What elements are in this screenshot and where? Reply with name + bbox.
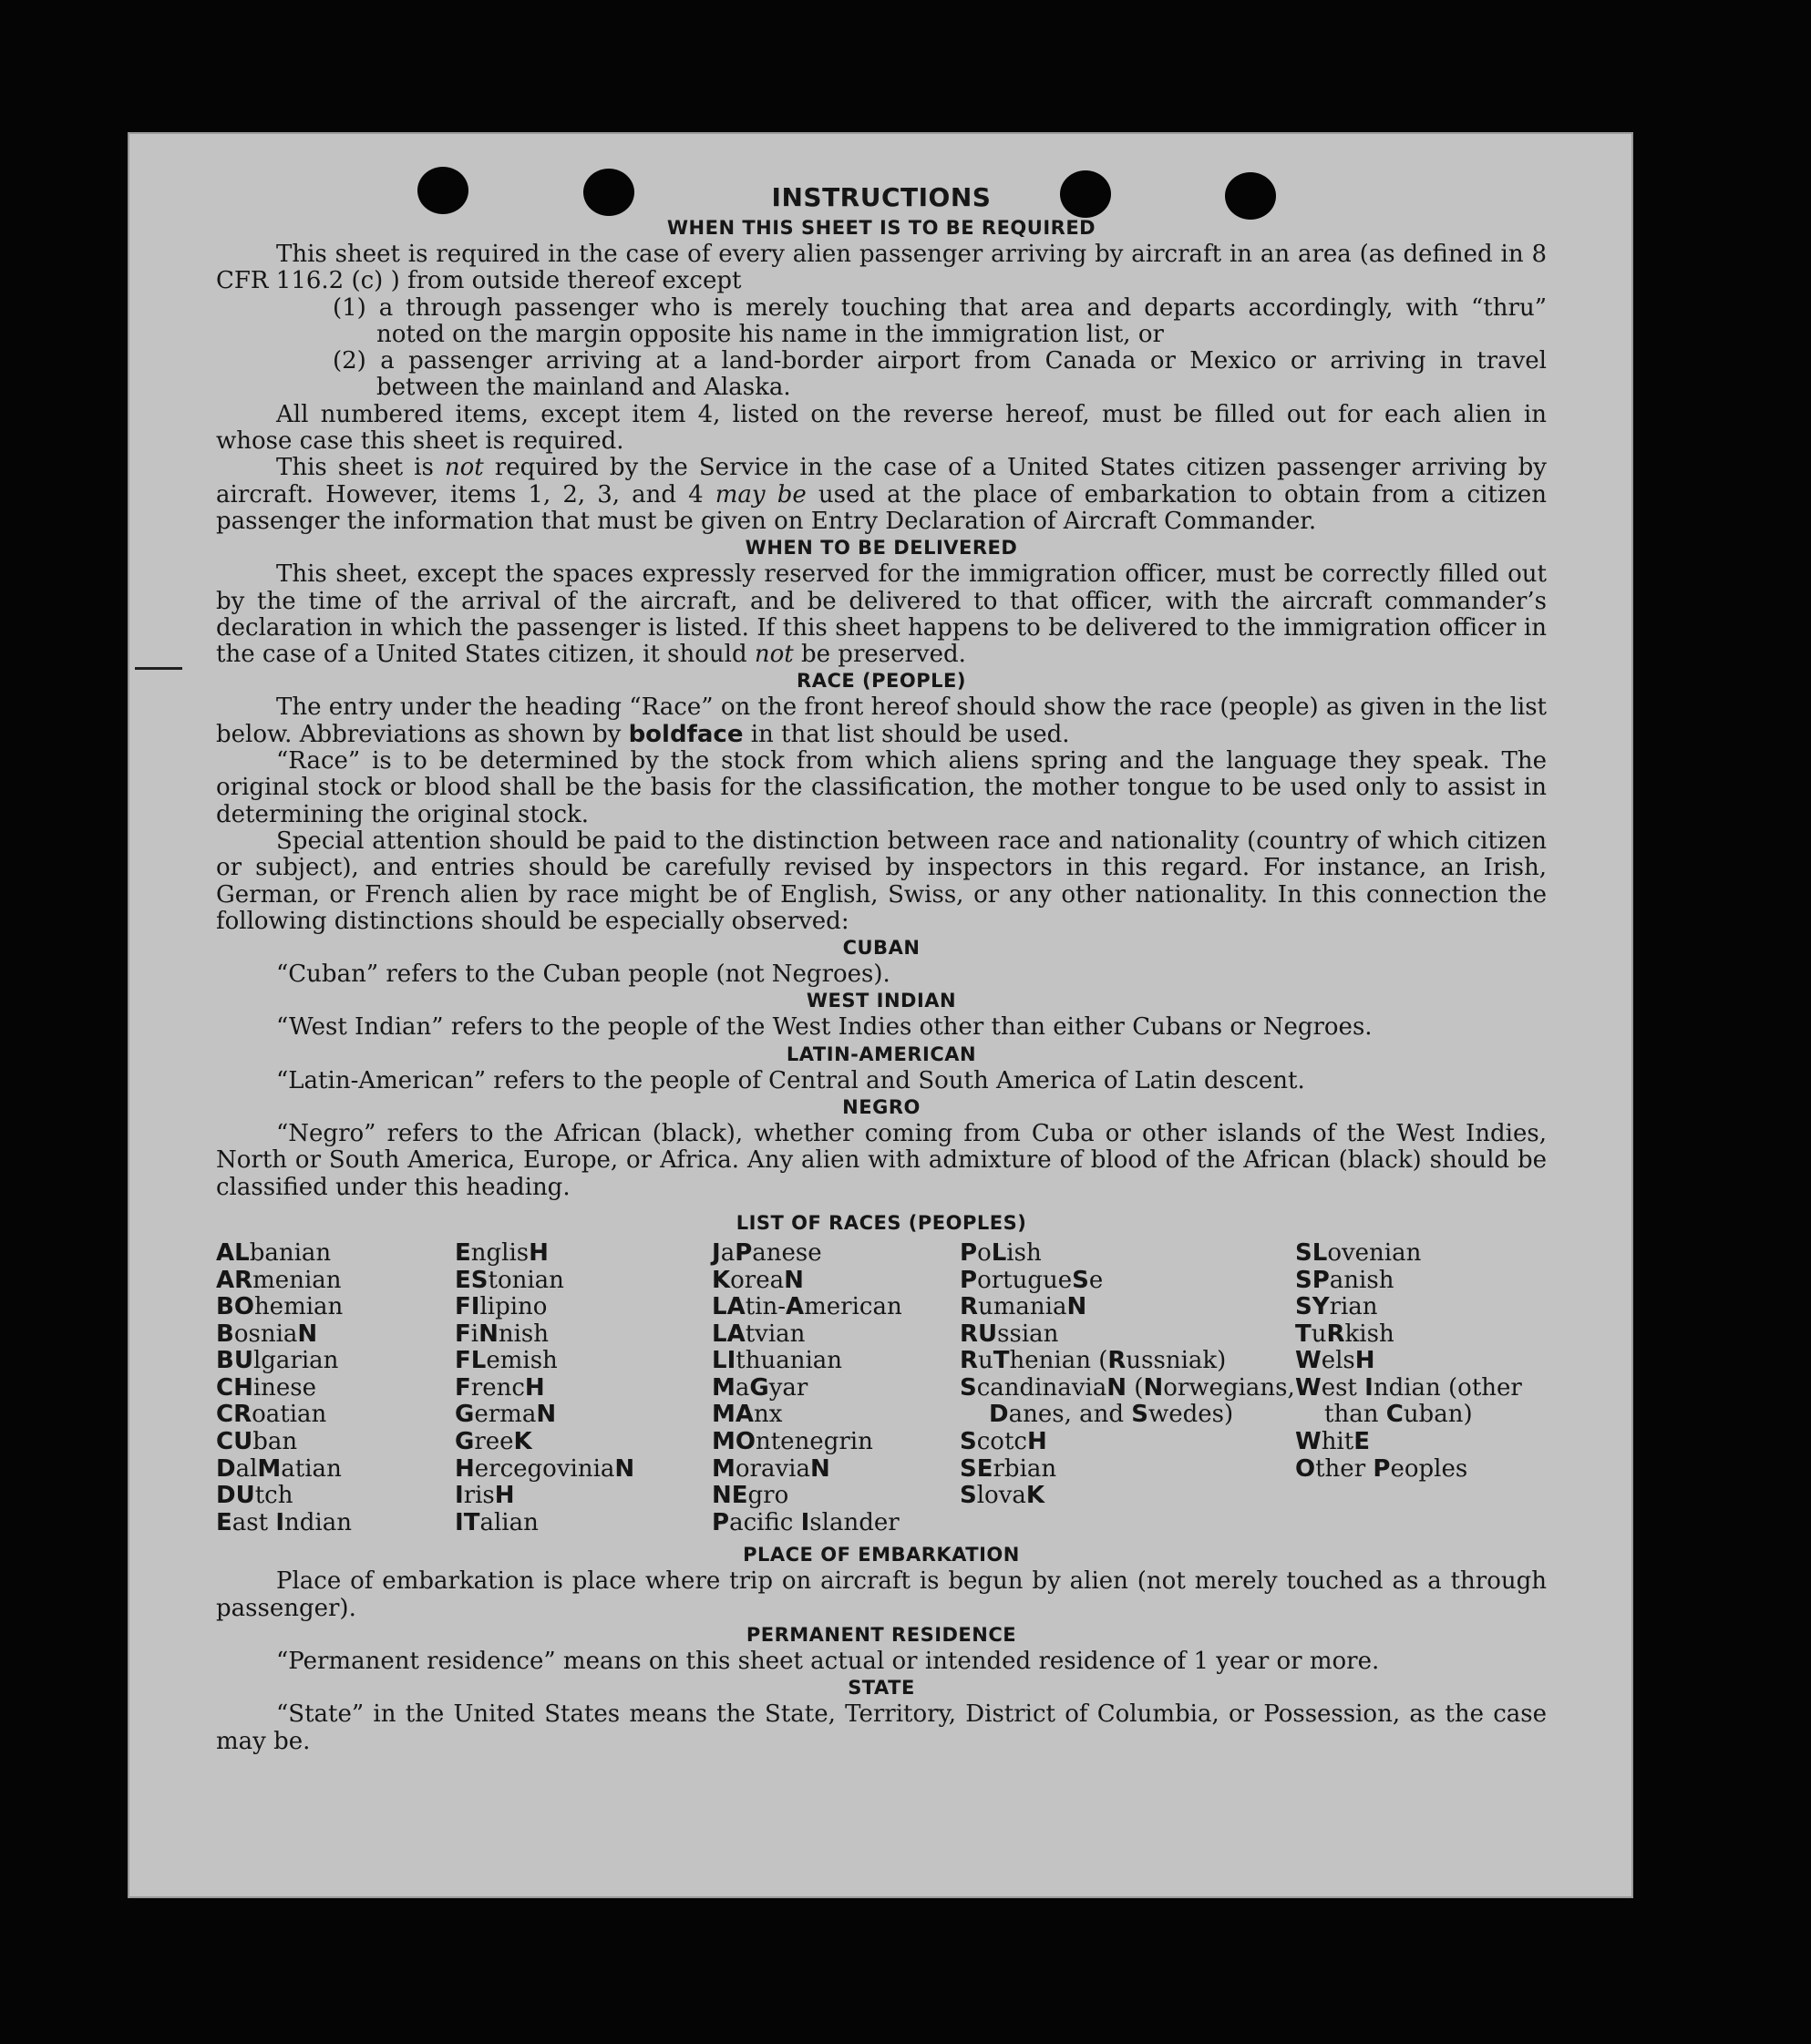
- text-span: in that list should be used.: [743, 720, 1070, 748]
- definition-text: “Negro” refers to the African (black), whether coming from Cuba or other islands of the West Indies, North or South America, Europe, or Africa. Any alien with admixture of blood of the African (black) should be classified under this heading.: [216, 1120, 1547, 1201]
- race-item: WelsH: [1295, 1347, 1375, 1375]
- race-item: PortugueSe: [960, 1266, 1104, 1294]
- race-item: CRoatian: [216, 1401, 327, 1429]
- race-item: West Indian (other than Cuban): [1295, 1373, 1522, 1429]
- race-item: RuThenian (Russniak): [960, 1347, 1227, 1375]
- margin-mark: [135, 667, 182, 670]
- definition-text: “West Indian” refers to the people of the West Indies other than either Cubans or Negroes.: [276, 1013, 1373, 1042]
- heading-cuban: CUBAN: [842, 937, 921, 960]
- race-item: ALbanian: [216, 1238, 332, 1267]
- race-item: SPanish: [1295, 1266, 1394, 1294]
- document-body: [216, 182, 1547, 1755]
- races-column: [712, 1240, 960, 1537]
- page-title: INSTRUCTIONS: [771, 182, 992, 212]
- race-item: MaGyar: [712, 1373, 808, 1402]
- heading-required: WHEN THIS SHEET IS TO BE REQUIRED: [666, 217, 1096, 239]
- heading-list-of-races: LIST OF RACES (PEOPLES): [736, 1211, 1027, 1234]
- race-item: JaPanese: [712, 1238, 822, 1267]
- race-item: EStonian: [455, 1266, 564, 1294]
- race-item: FrencH: [455, 1373, 545, 1402]
- race-item: Pacific Islander: [712, 1508, 900, 1536]
- condition-item: (2) a passenger arriving at a land-border airport from Canada or Mexico or arriving in travel between the mainland and Alaska.: [333, 347, 1547, 402]
- definition-text: “Cuban” refers to the Cuban people (not Negroes).: [276, 960, 890, 989]
- heading-state: STATE: [848, 1677, 915, 1700]
- italic-text: not: [444, 454, 484, 482]
- race-item: SErbian: [960, 1454, 1057, 1483]
- condition-item: (1) a through passenger who is merely touching that area and departs accordingly, with “thru” noted on the margin opposite his name in the immigration list, or: [333, 293, 1547, 348]
- race-item: GreeK: [455, 1428, 532, 1456]
- race-item: FLemish: [455, 1347, 558, 1375]
- race-item: HercegoviniaN: [455, 1454, 635, 1483]
- race-item: PoLish: [960, 1238, 1042, 1267]
- race-item: RUssian: [960, 1320, 1059, 1348]
- race-item: NEgro: [712, 1482, 789, 1510]
- race-item: SlovaK: [960, 1482, 1045, 1510]
- race-item: IrisH: [455, 1482, 515, 1510]
- definition-text: “Latin-American” refers to the people of Central and South America of Latin descent.: [276, 1066, 1305, 1094]
- race-item: ITalian: [455, 1508, 539, 1536]
- text-span: used at the place of embarkation to obtain from a citizen passenger the information that must be given on Entry Declaration of Aircraft Commander.: [216, 480, 1548, 535]
- paragraph: Special attention should be paid to the distinction between race and nationality (country of which citizen or subject), and entries should be carefully revised by inspectors in this regard. For instance, an Irish, German, or French alien by race might be of English, Swiss, or any other nationality. In this connection the following distinctions should be especially observed:: [216, 827, 1547, 935]
- heading-west-indian: WEST INDIAN: [806, 990, 957, 1012]
- race-item: East Indian: [216, 1508, 352, 1536]
- race-item: LAtvian: [712, 1320, 806, 1348]
- race-item: MAnx: [712, 1401, 783, 1429]
- race-item: MoraviaN: [712, 1454, 830, 1483]
- race-item: BOhemian: [216, 1293, 344, 1321]
- race-item: Other Peoples: [1295, 1454, 1468, 1483]
- heading-permanent-residence: PERMANENT RESIDENCE: [746, 1624, 1017, 1647]
- race-item: DalMatian: [216, 1454, 342, 1483]
- document-sheet: [128, 132, 1633, 1898]
- race-item: BUlgarian: [216, 1347, 339, 1375]
- race-item: LIthuanian: [712, 1347, 843, 1375]
- races-column: [455, 1240, 712, 1537]
- race-item: RumaniaN: [960, 1293, 1087, 1321]
- paragraph: Place of embarkation is place where trip on aircraft is begun by alien (not merely touched as a through passenger).: [216, 1567, 1547, 1622]
- race-item: LAtin-American: [712, 1293, 902, 1321]
- race-item: CHinese: [216, 1373, 317, 1402]
- text-span: This sheet, except the spaces expressly reserved for the immigration officer, must be correctly filled out by the time of the arrival of the aircraft, and be delivered to that officer, with the aircraft commander’s declaration in which the passenger is listed. If this sheet happens to be delivered to the immigration officer in the case of a United States citizen, it should: [216, 560, 1547, 669]
- race-item: ARmenian: [216, 1266, 342, 1294]
- paragraph: “Permanent residence” means on this sheet actual or intended residence of 1 year or more.: [276, 1648, 1380, 1676]
- race-item: FiNnish: [455, 1320, 550, 1348]
- text-span: The entry under the heading “Race” on the front hereof should show the race (people) as given in the list below. Abbreviations as shown by: [216, 693, 1547, 748]
- paragraph: [216, 694, 1547, 748]
- text-span: This sheet is: [276, 454, 445, 482]
- race-item: WhitE: [1295, 1428, 1370, 1456]
- paragraph: All numbered items, except item 4, listed on the reverse hereof, must be filled out for each alien in whose case this sheet is required.: [216, 400, 1547, 456]
- race-item: ScandinaviaN (Norwegians, Danes, and Swedes): [960, 1373, 1295, 1429]
- races-column: [960, 1240, 1295, 1537]
- race-item: EnglisH: [455, 1238, 549, 1267]
- paragraph: [216, 561, 1547, 668]
- race-item: GermaN: [455, 1401, 557, 1429]
- races-list: [216, 1240, 1547, 1537]
- text-span: be preserved.: [793, 641, 966, 669]
- heading-race: RACE (PEOPLE): [797, 670, 966, 693]
- paragraph: This sheet is required in the case of every alien passenger arriving by aircraft in an area (as defined in 8 CFR 116.2 (c) ) from outside thereof except: [216, 241, 1547, 295]
- race-item: SYrian: [1295, 1293, 1378, 1321]
- race-item: MOntenegrin: [712, 1428, 873, 1456]
- heading-delivered: WHEN TO BE DELIVERED: [745, 537, 1018, 560]
- race-item: BosniaN: [216, 1320, 318, 1348]
- bold-text: boldface: [628, 720, 744, 748]
- paragraph: [216, 455, 1547, 535]
- race-item: ScotcH: [960, 1428, 1047, 1456]
- race-item: SLovenian: [1295, 1238, 1422, 1267]
- heading-latin-american: LATIN-AMERICAN: [786, 1043, 977, 1065]
- race-item: KoreaN: [712, 1266, 804, 1294]
- italic-text: not: [754, 641, 794, 669]
- races-column: [1295, 1240, 1547, 1537]
- heading-negro: NEGRO: [842, 1096, 921, 1119]
- race-item: CUban: [216, 1428, 298, 1456]
- race-item: TuRkish: [1295, 1320, 1394, 1348]
- paragraph: “Race” is to be determined by the stock from which aliens spring and the language they speak. The original stock or blood shall be the basis for the classification, the mother tongue to be used only to assist in determining the original stock.: [216, 747, 1547, 828]
- heading-embarkation: PLACE OF EMBARKATION: [743, 1544, 1020, 1566]
- paragraph: “State” in the United States means the State, Territory, District of Columbia, or Possession, as the case may be.: [216, 1700, 1547, 1755]
- race-item: DUtch: [216, 1482, 293, 1510]
- race-item: FIlipino: [455, 1293, 548, 1321]
- italic-text: may be: [715, 480, 807, 508]
- races-column: [216, 1240, 455, 1537]
- text-span: required by the Service in the case of a United States citizen passenger arriving by aircraft. However, items 1, 2, 3, and 4: [216, 454, 1547, 508]
